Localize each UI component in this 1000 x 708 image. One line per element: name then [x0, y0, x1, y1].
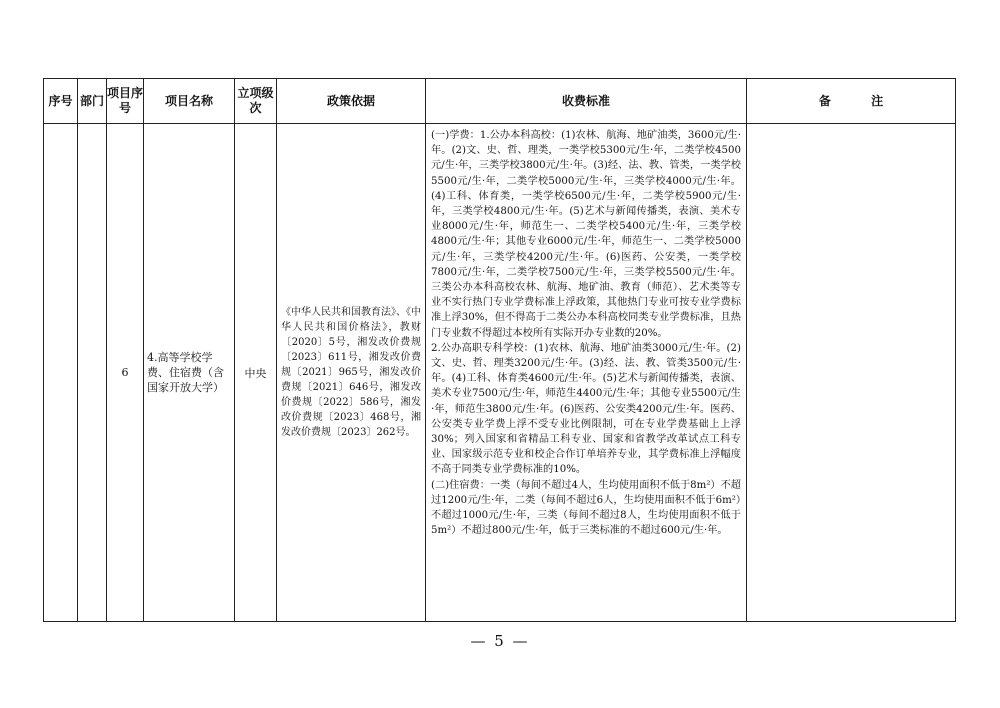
header-item-name: 项目名称: [144, 79, 235, 124]
standard-tuition-undergrad: (一)学费：1.公办本科高校：(1)农林、航海、地矿油类，3600元/生·年。(2)文、史、哲、理类，一类学校5300元/生·年，二类学校4500元/生·年，三类学校3800元/生·年。(3)经、法、教、管类，一类学校5500元/生·年，二类学校5000元/生·年，三类学校4000元/生·年。(4)工科、体育类，一类学校6500元/生·年，二类学校5900元/生·年，三类学校4800元/生·年。(5)艺术与新闻传播类，表演、美术专业8000元/生·年，师范生一、二类学校5400元/生·年，三类学校4800元/生·年；其他专业6000元/生·年，师范生一、二类学校5000元/生·年，三类学校4200元/生·年。(6)医药、公安类，一类学校7800元/生·年，二类学校7500元/生·年，三类学校5500元/生·年。三类公办本科高校农林、航海、地矿油、教育（师范）、艺术类等专业不实行热门专业学费标准上浮政策，其他热门专业可按专业学费标准上浮30%，但不得高于二类公办本科高校同类专业学费标准，且热门专业数不得超过本校所有实际开办专业数的20%。: [431, 130, 741, 339]
standard-accommodation: (二)住宿费：一类（每间不超过4人，生均使用面积不低于8m²）不超过1200元/生·年，二类（每间不超过6人，生均使用面积不低于6m²）不超过1000元/生·年，三类（每间不超过8人，生均使用面积不低于5m²）不超过800元/生·年，低于三类标准的不超过600元/生·年。: [431, 479, 741, 537]
header-standard: 收费标准: [426, 79, 747, 124]
table-header-row: [44, 79, 956, 124]
cell-seq: [44, 124, 78, 622]
page-number: — 5 —: [470, 632, 530, 650]
standard-tuition-vocational: 2.公办高职专科学校：(1)农林、航海、地矿油类3000元/生·年。(2)文、史、哲、理类3200元/生·年。(3)经、法、教、管类3500元/生·年。(4)工科、体育类4600元/生·年。(5)艺术与新闻传播类，表演、美术专业7500元/生·年，师范生4400元/生·年；其他专业5500元/生·年，师范生3800元/生·年。(6)医药、公安类4200元/生·年。医药、公安类专业学费上浮不受专业比例限制，可在专业学费基础上上浮30%；列入国家和省精品工科专业、国家和省教学改革试点工科专业、国家级示范专业和校企合作订单培养专业，其学费标准上浮幅度不高于同类专业学费标准的10%。: [431, 342, 741, 476]
cell-remark: [747, 124, 956, 622]
cell-item-name: 4.高等学校学费、住宿费（含国家开放大学）: [144, 124, 235, 622]
fee-standard-table: [43, 78, 956, 622]
cell-level: 中央: [235, 124, 277, 622]
header-item-seq: 项目序号: [107, 79, 144, 124]
cell-standard: [426, 124, 747, 622]
header-dept: 部门: [78, 79, 107, 124]
header-remark: 备 注: [747, 79, 956, 124]
cell-policy: 《中华人民共和国教育法》、《中华人民共和国价格法》，教财〔2020〕5号，湘发改价费规〔2023〕611号，湘发改价费规〔2021〕965号，湘发改价费规〔2021〕646号，湘发改价费规〔2022〕586号，湘发改价费规〔2023〕468号，湘发改价费规〔2023〕262号。: [277, 124, 426, 622]
table-row: [44, 124, 956, 622]
header-level: 立项级次: [235, 79, 277, 124]
header-seq: 序号: [44, 79, 78, 124]
cell-item-seq: 6: [107, 124, 144, 622]
cell-dept: [78, 124, 107, 622]
header-policy: 政策依据: [277, 79, 426, 124]
